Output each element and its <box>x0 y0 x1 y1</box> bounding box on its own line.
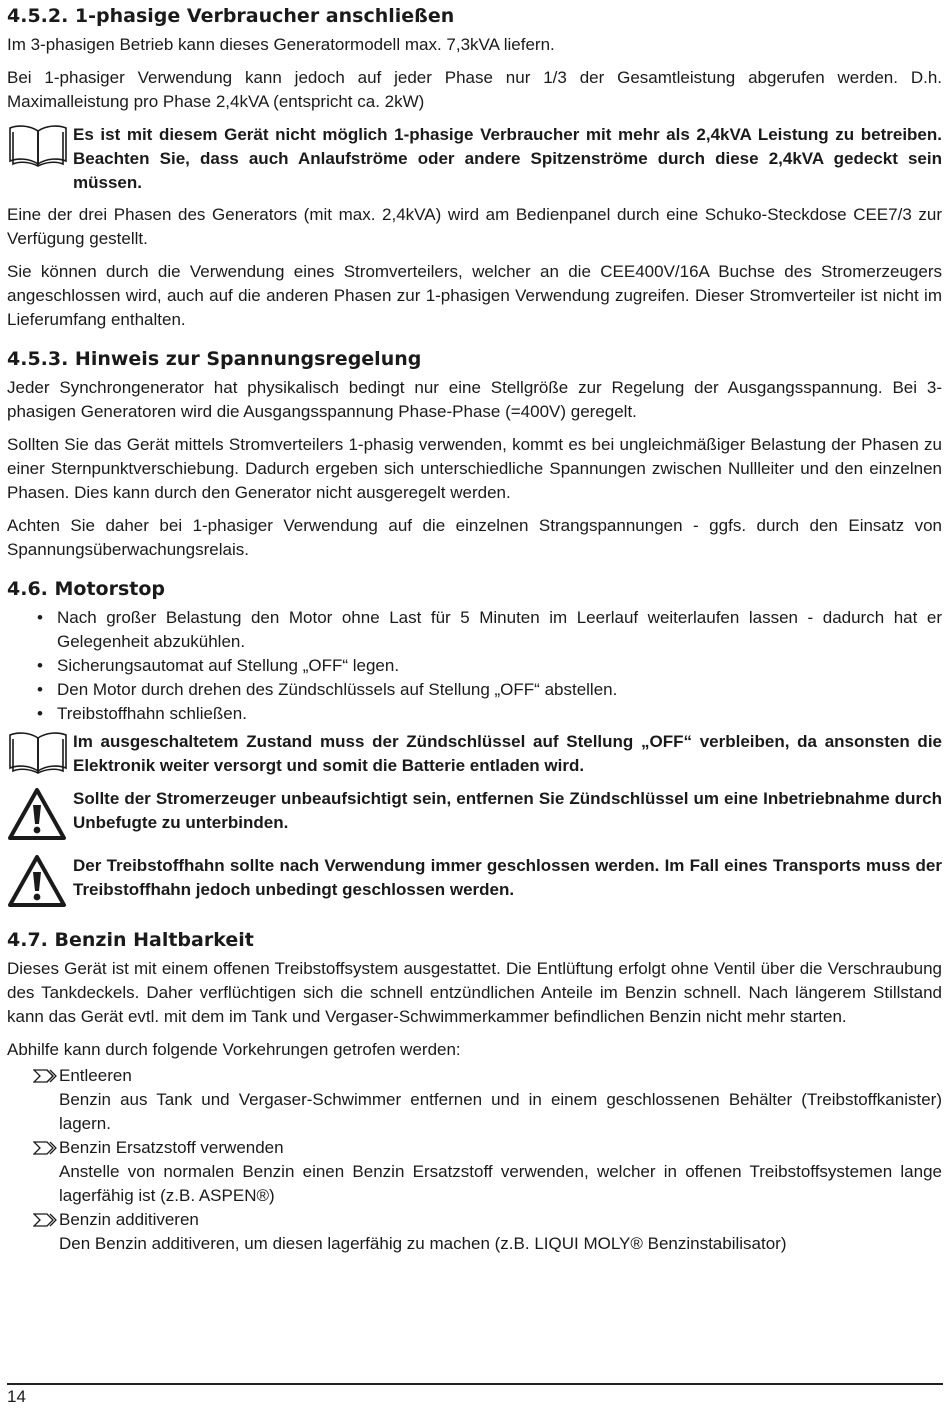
section-title: 4.5.2. 1-phasige Verbraucher anschließen <box>7 5 455 27</box>
paragraph: Sollten Sie das Gerät mittels Stromverteilers 1-phasig verwenden, kommt es bei ungleichmäßiger Belastung der Phasen zu einer Sternpunktverschiebung. Dadurch ergeben sich unterschiedliche Spannungen zwischen Nullleiter und den einzelnen Phasen. Dies kann durch den Generator nicht ausgeregelt werden. <box>7 435 942 502</box>
list-item-text: Sicherungsautomat auf Stellung „OFF“ legen. <box>57 656 400 675</box>
list-item <box>37 606 942 654</box>
arrow-right-icon <box>33 1067 57 1085</box>
paragraph: Jeder Synchrongenerator hat physikalisch bedingt nur eine Stellgröße zur Regelung der Ausgangsspannung. Bei 3-phasigen Generatoren wird die Ausgangsspannung Phase-Phase (=400V) geregelt. <box>7 378 942 421</box>
note-text: Der Treibstoffhahn sollte nach Verwendung immer geschlossen werden. Im Fall eines Transports muss der Treibstoffhahn jedoch unbedingt geschlossen werden. <box>73 856 942 899</box>
bullet-icon: • <box>37 704 43 723</box>
section-4-6 <box>7 576 942 913</box>
book-icon <box>7 123 73 172</box>
option-item <box>33 1064 942 1136</box>
option-description: Anstelle von normalen Benzin einen Benzin Ersatzstoff verwenden, welcher in offenen Treibstoffsystemen lange lagerfähig ist (z.B. ASPEN®) <box>59 1162 942 1205</box>
list-item-text: Treibstoffhahn schließen. <box>57 704 247 723</box>
paragraph: Sie können durch die Verwendung eines Stromverteilers, welcher an die CEE400V/16A Buchse des Stromerzeugers angeschlossen wird, auch auf die anderen Phasen zur 1-phasigen Verwendung zugreifen. Dieser Stromverteiler ist nicht im Lieferumfang enthalten. <box>7 262 942 329</box>
paragraph: Dieses Gerät ist mit einem offenen Treibstoffsystem ausgestattet. Die Entlüftung erfolgt ohne Ventil über die Verschraubung des Tankdeckels. Daher verflüchtigen sich die schnell entzündlichen Anteile im Benzin schnell. Nach längerem Stillstand kann das Gerät evtl. mit dem im Tank und Vergaser-Schwimmerkammer befindlichen Benzin nicht mehr starten. <box>7 959 942 1026</box>
list-item <box>37 702 942 726</box>
option-description: Den Benzin additiveren, um diesen lagerfähig zu machen (z.B. LIQUI MOLY® Benzinstabilisator) <box>59 1234 787 1253</box>
info-note <box>7 730 942 779</box>
option-item <box>33 1136 942 1208</box>
arrow-right-icon <box>33 1211 57 1229</box>
section-title: 4.6. Motorstop <box>7 578 166 600</box>
section-title: 4.5.3. Hinweis zur Spannungsregelung <box>7 348 422 370</box>
warning-triangle-icon <box>7 854 73 913</box>
warning-triangle-icon <box>7 787 73 846</box>
list-item-text: Nach großer Belastung den Motor ohne Last für 5 Minuten im Leerlauf weiterlaufen lassen - dadurch hat er Gelegenheit abzukühlen. <box>57 608 942 651</box>
list-item <box>37 654 942 678</box>
page-footer <box>7 1383 943 1408</box>
section-4-5-3 <box>7 346 942 562</box>
bullet-icon: • <box>37 608 43 627</box>
info-note <box>7 123 942 195</box>
paragraph: Eine der drei Phasen des Generators (mit max. 2,4kVA) wird am Bedienpanel durch eine Schuko-Steckdose CEE7/3 zur Verfügung gestellt. <box>7 205 942 248</box>
note-text: Es ist mit diesem Gerät nicht möglich 1-phasige Verbraucher mit mehr als 2,4kVA Leistung zu betreiben. Beachten Sie, dass auch Anlaufströme oder andere Spitzenströme durch diese 2,4kVA gedeckt sein müssen. <box>73 125 942 192</box>
warning-note <box>7 787 942 846</box>
list-item-text: Den Motor durch drehen des Zündschlüssels auf Stellung „OFF“ abstellen. <box>57 680 618 699</box>
bullet-icon: • <box>37 656 43 675</box>
option-item <box>33 1208 942 1256</box>
page-number: 14 <box>7 1387 26 1406</box>
paragraph: Abhilfe kann durch folgende Vorkehrungen getrofen werden: <box>7 1040 461 1059</box>
option-title: Benzin Ersatzstoff verwenden <box>59 1138 284 1157</box>
option-title: Entleeren <box>59 1066 132 1085</box>
arrow-right-icon <box>33 1139 57 1157</box>
warning-note <box>7 854 942 913</box>
paragraph: Achten Sie daher bei 1-phasiger Verwendung auf die einzelnen Strangspannungen - ggfs. durch den Einsatz von Spannungsüberwachungsrelais. <box>7 516 942 559</box>
bullet-list <box>7 606 942 726</box>
note-text: Sollte der Stromerzeuger unbeaufsichtigt sein, entfernen Sie Zündschlüssel um eine Inbetriebnahme durch Unbefugte zu unterbinden. <box>73 789 942 832</box>
list-item <box>37 678 942 702</box>
note-text: Im ausgeschaltetem Zustand muss der Zündschlüssel auf Stellung „OFF“ verbleiben, da ansonsten die Elektronik weiter versorgt und somit die Batterie entladen wird. <box>73 732 942 775</box>
book-icon <box>7 730 73 779</box>
option-description: Benzin aus Tank und Vergaser-Schwimmer entfernen und in einem geschlossenen Behälter (Treibstoffkanister) lagern. <box>59 1090 942 1133</box>
section-4-5-2 <box>7 3 942 332</box>
paragraph: Bei 1-phasiger Verwendung kann jedoch auf jeder Phase nur 1/3 der Gesamtleistung abgerufen werden. D.h. Maximalleistung pro Phase 2,4kVA (entspricht ca. 2kW) <box>7 68 942 111</box>
paragraph: Im 3-phasigen Betrieb kann dieses Generatormodell max. 7,3kVA liefern. <box>7 35 555 54</box>
option-title: Benzin additiveren <box>59 1210 199 1229</box>
bullet-icon: • <box>37 680 43 699</box>
section-4-7 <box>7 927 942 1256</box>
section-title: 4.7. Benzin Haltbarkeit <box>7 929 254 951</box>
